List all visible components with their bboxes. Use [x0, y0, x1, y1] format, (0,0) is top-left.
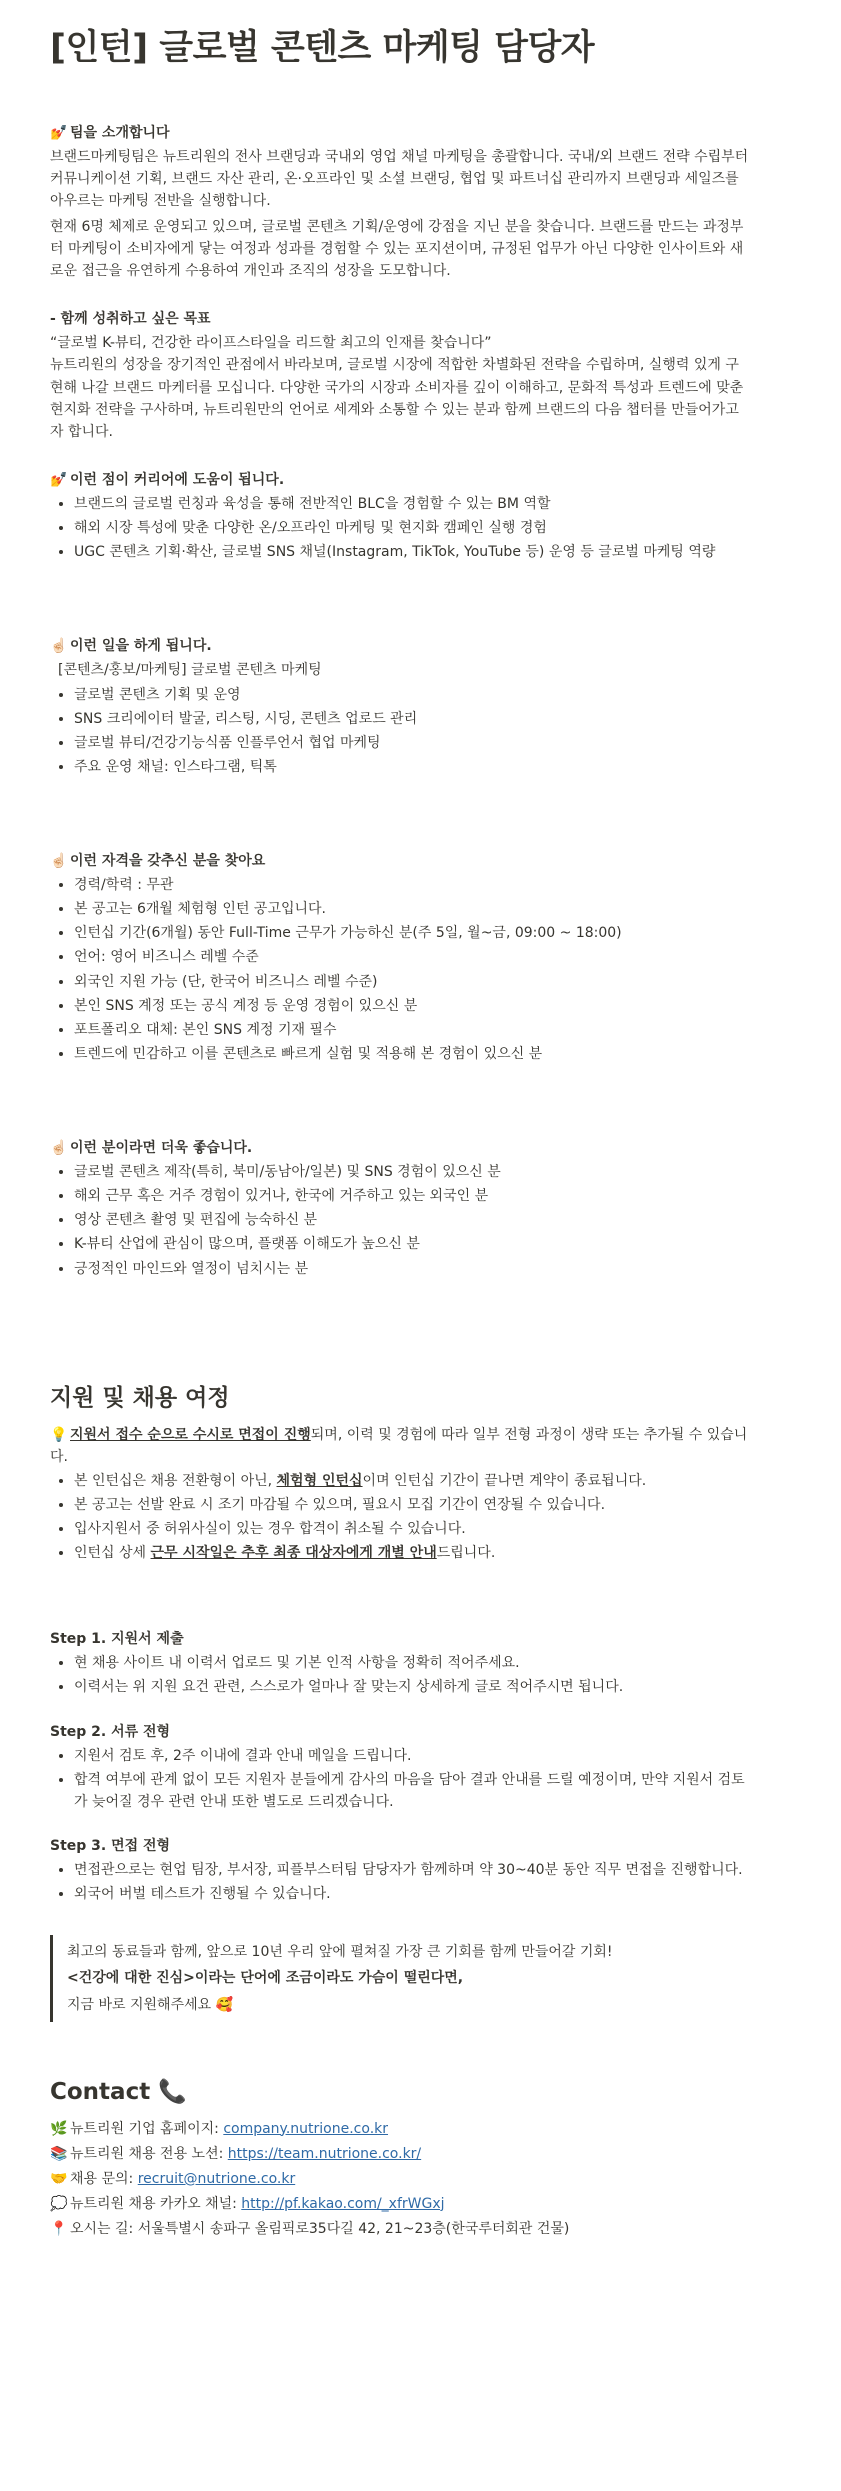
list-item: • 경력/학력 : 무관: [74, 874, 751, 896]
contact-address: [50, 2218, 751, 2240]
career-help-heading: [50, 469, 751, 491]
notion-link[interactable]: https://team.nutrione.co.kr/: [227, 2145, 422, 2162]
duties-heading-text: 이런 일을 하게 됩니다.: [70, 638, 212, 655]
list-item: • 언어: 영어 비즈니스 레벨 수준: [74, 946, 751, 968]
list-item: • UGC 콘텐츠 기획·확산, 글로벌 SNS 채널(Instagram, TikTok, YouTube 등) 운영 등 글로벌 마케팅 역량: [74, 541, 751, 563]
contact-address-text: 오시는 길: 서울특별시 송파구 올림픽로35다길 42, 21~23층(한국루터회관 건물): [70, 2220, 570, 2237]
list-item: • 영상 콘텐츠 촬영 및 편집에 능숙하신 분: [74, 1209, 751, 1231]
list-item: • 지원서 검토 후, 2주 이내에 결과 안내 메일을 드립니다.: [74, 1745, 751, 1767]
closing-callout: [50, 1935, 751, 2021]
list-item: • 면접관으로는 현업 팀장, 부서장, 피플부스터팀 담당자가 함께하며 약 30~40분 동안 직무 면접을 진행합니다.: [74, 1859, 751, 1881]
contact-heading: [50, 2078, 751, 2108]
list-item: [74, 1518, 751, 1540]
list-item: • 긍정적인 마인드와 열정이 넘치시는 분: [74, 1258, 751, 1280]
list-item: [74, 1542, 751, 1564]
contact-heading-text: Contact: [50, 2078, 151, 2105]
contact-email: [50, 2168, 751, 2190]
contact-homepage: [50, 2118, 751, 2140]
contact-notion: [50, 2143, 751, 2165]
homepage-link[interactable]: company.nutrione.co.kr: [223, 2120, 389, 2137]
list-item: • 글로벌 뷰티/건강기능식품 인플루언서 협업 마케팅: [74, 732, 751, 754]
list-item: • 글로벌 콘텐츠 제작(특히, 북미/동남아/일본) 및 SNS 경험이 있으신 분: [74, 1161, 751, 1183]
list-item: • 인턴십 기간(6개월) 동안 Full-Time 근무가 가능하신 분(주 5일, 월~금, 09:00 ~ 18:00): [74, 922, 751, 944]
qualifications-list: [50, 874, 751, 1065]
process-intro-rest: 되며, 이력 및 경험에 따라 일부 전형 과정이 생략 또는 추가될 수 있습니다.: [50, 1426, 748, 1465]
step-list: [50, 1652, 751, 1698]
contact-section: [50, 2078, 751, 2240]
step-title: Step 1. 지원서 제출: [50, 1631, 184, 1648]
process-intro: [50, 1424, 751, 1468]
note-text: 이며 인턴십 기간이 끝나면 계약이 종료됩니다.: [362, 1472, 647, 1489]
note-bold: 근무 시작일은 추후 최종 대상자에게 개별 안내: [150, 1545, 437, 1562]
team-intro-heading: [50, 122, 751, 144]
step-2: [50, 1721, 751, 1813]
list-item: • 외국어 버벌 테스트가 진행될 수 있습니다.: [74, 1883, 751, 1905]
nail-polish-icon: 💅: [50, 124, 68, 141]
step-title: Step 3. 면접 전형: [50, 1837, 171, 1854]
list-item: • 해외 시장 특성에 맞춘 다양한 온/오프라인 마케팅 및 현지화 캠페인 실행 경험: [74, 517, 751, 539]
pointing-up-icon: ☝🏻: [50, 1140, 68, 1156]
step-3: [50, 1835, 751, 1905]
list-item: • 본인 SNS 계정 또는 공식 계정 등 운영 경험이 있으신 분: [74, 995, 751, 1017]
duties-subhead: [콘텐츠/홍보/마케팅] 글로벌 콘텐츠 마케팅: [58, 662, 322, 679]
process-section: [50, 1384, 751, 1565]
contact-label: 뉴트리원 기업 홈페이지:: [70, 2120, 224, 2137]
list-item: • 합격 여부에 관계 없이 모든 지원자 분들에게 감사의 마음을 담아 결과 안내를 드릴 예정이며, 만약 지원서 검토가 늦어질 경우 관련 안내 또한 별도로 드리겠습니다.: [74, 1769, 751, 1813]
list-item: [74, 1494, 751, 1516]
preferred-section: [50, 1137, 751, 1280]
career-help-list: [50, 493, 751, 563]
preferred-heading: [50, 1137, 751, 1159]
speech-bubble-icon: 💭: [50, 2195, 68, 2212]
list-item: • 글로벌 콘텐츠 기획 및 운영: [74, 684, 751, 706]
contact-label: 뉴트리원 채용 전용 노션:: [70, 2145, 228, 2162]
goal-heading: - 함께 성취하고 싶은 목표: [50, 311, 211, 328]
pin-icon: 📍: [50, 2220, 68, 2237]
step-1: [50, 1628, 751, 1698]
nail-polish-icon: 💅: [50, 471, 68, 488]
team-intro-paragraph: 현재 6명 체제로 운영되고 있으며, 글로벌 콘텐츠 기획/운영에 강점을 지닌 분을 찾습니다. 브랜드를 만드는 과정부터 마케팅이 소비자에게 닿는 여정과 성과를 경험할 수 있는 포지션이며, 규정된 업무가 아닌 다양한 인사이트와 새로운 접근을 유연하게 수용하여 개인과 조직의 성장을 도모합니다.: [50, 218, 744, 280]
list-item: • K-뷰티 산업에 관심이 많으며, 플랫폼 이해도가 높으신 분: [74, 1233, 751, 1255]
process-notes-list: [50, 1470, 751, 1564]
note-text: 입사지원서 중 허위사실이 있는 경우 합격이 취소될 수 있습니다.: [74, 1520, 466, 1537]
list-item: • 이력서는 위 지원 요건 관련, 스스로가 얼마나 잘 맞는지 상세하게 글로 적어주시면 됩니다.: [74, 1676, 751, 1698]
goal-section: [50, 308, 751, 443]
list-item: [74, 1470, 751, 1492]
handshake-icon: 🤝: [50, 2170, 68, 2187]
note-text: 본 인턴십은 채용 전환형이 아닌,: [74, 1472, 277, 1489]
goal-quote: “글로벌 K-뷰티, 건강한 라이프스타일을 리드할 최고의 인재를 찾습니다”: [50, 335, 492, 352]
books-icon: 📚: [50, 2145, 68, 2162]
team-intro-heading-text: 팀을 소개합니다: [70, 124, 170, 141]
step-list: [50, 1859, 751, 1905]
career-help-heading-text: 이런 점이 커리어에 도움이 됩니다.: [70, 471, 285, 488]
note-text: 인턴십 상세: [74, 1545, 151, 1562]
page-title: [인턴] 글로벌 콘텐츠 마케팅 담당자: [50, 28, 595, 68]
list-item: • 현 채용 사이트 내 이력서 업로드 및 기본 인적 사항을 정확히 적어주세요.: [74, 1652, 751, 1674]
qualifications-heading-text: 이런 자격을 갖추신 분을 찾아요: [70, 853, 266, 870]
pointing-up-icon: ☝🏻: [50, 853, 68, 870]
career-help-section: [50, 469, 751, 563]
callout-line: 최고의 동료들과 함께, 앞으로 10년 우리 앞에 펼쳐질 가장 큰 기회를 함께 만들어갈 기회!: [67, 1944, 613, 1961]
qualifications-heading: [50, 850, 751, 872]
list-item: • 브랜드의 글로벌 런칭과 육성을 통해 전반적인 BLC을 경험할 수 있는 BM 역할: [74, 493, 751, 515]
contact-label: 채용 문의:: [70, 2170, 138, 2187]
email-link[interactable]: recruit@nutrione.co.kr: [137, 2170, 296, 2187]
step-title: Step 2. 서류 전형: [50, 1723, 171, 1740]
list-item: • 주요 운영 채널: 인스타그램, 틱톡: [74, 756, 751, 778]
contact-kakao: [50, 2193, 751, 2215]
process-intro-bold: 지원서 접수 순으로 수시로 면접이 진행: [70, 1426, 311, 1443]
list-item: • 트렌드에 민감하고 이를 콘텐츠로 빠르게 실험 및 적용해 본 경험이 있으신 분: [74, 1043, 751, 1065]
goal-paragraph: 뉴트리원의 성장을 장기적인 관점에서 바라보며, 글로벌 시장에 적합한 차별화된 전략을 수립하며, 실행력 있게 구현해 나갈 브랜드 마케터를 모십니다. 다양한 국가의 시장과 소비자를 깊이 이해하고, 문화적 특성과 트렌드에 맞춘 현지화 전략을 구사하며, 뉴트리원만의 언어로 세계와 소통할 수 있는 분과 함께 브랜드의 다음 챕터를 만들어가고자 합니다.: [50, 357, 744, 440]
pointing-up-icon: ☝🏻: [50, 638, 68, 655]
preferred-heading-text: 이런 분이라면 더욱 좋습니다.: [70, 1140, 253, 1156]
preferred-list: [50, 1161, 751, 1280]
contact-label: 뉴트리원 채용 카카오 채널:: [70, 2195, 242, 2212]
process-heading: 지원 및 채용 여정: [50, 1384, 230, 1411]
callout-line: 지금 바로 지원해주세요 🥰: [67, 1996, 234, 2013]
team-intro-paragraph: 브랜드마케팅팀은 뉴트리원의 전사 브랜딩과 국내외 영업 채널 마케팅을 총괄합니다. 국내/외 브랜드 전략 수립부터 커뮤니케이션 기획, 브랜드 자산 관리, 온·오프라인 및 소셜 브랜딩, 협업 및 파트너십 관리까지 브랜딩과 세일즈를 아우르는 마케팅 전반을 실행합니다.: [50, 148, 749, 209]
qualifications-section: [50, 850, 751, 1065]
step-list: [50, 1745, 751, 1813]
duties-list: [50, 684, 751, 778]
list-item: • SNS 크리에이터 발굴, 리스팅, 시딩, 콘텐츠 업로드 관리: [74, 708, 751, 730]
phone-icon: 📞: [158, 2078, 187, 2105]
team-intro-section: [50, 122, 751, 283]
list-item: • 본 공고는 6개월 체험형 인턴 공고입니다.: [74, 898, 751, 920]
note-text: 본 공고는 선발 완료 시 조기 마감될 수 있으며, 필요시 모집 기간이 연장될 수 있습니다.: [74, 1496, 606, 1513]
list-item: • 외국인 지원 가능 (단, 한국어 비즈니스 레벨 수준): [74, 971, 751, 993]
light-bulb-icon: 💡: [50, 1426, 68, 1443]
callout-line-bold: <건강에 대한 진심>이라는 단어에 조금이라도 가슴이 떨린다면,: [67, 1970, 464, 1987]
list-item: • 포트폴리오 대체: 본인 SNS 계정 기재 필수: [74, 1019, 751, 1041]
list-item: • 해외 근무 혹은 거주 경험이 있거나, 한국에 거주하고 있는 외국인 분: [74, 1185, 751, 1207]
duties-heading: [50, 635, 751, 657]
kakao-link[interactable]: http://pf.kakao.com/_xfrWGxj: [241, 2195, 445, 2212]
note-bold: 체험형 인턴십: [276, 1472, 363, 1489]
duties-section: [50, 635, 751, 778]
note-text: 드립니다.: [436, 1545, 496, 1562]
herb-icon: 🌿: [50, 2120, 68, 2137]
